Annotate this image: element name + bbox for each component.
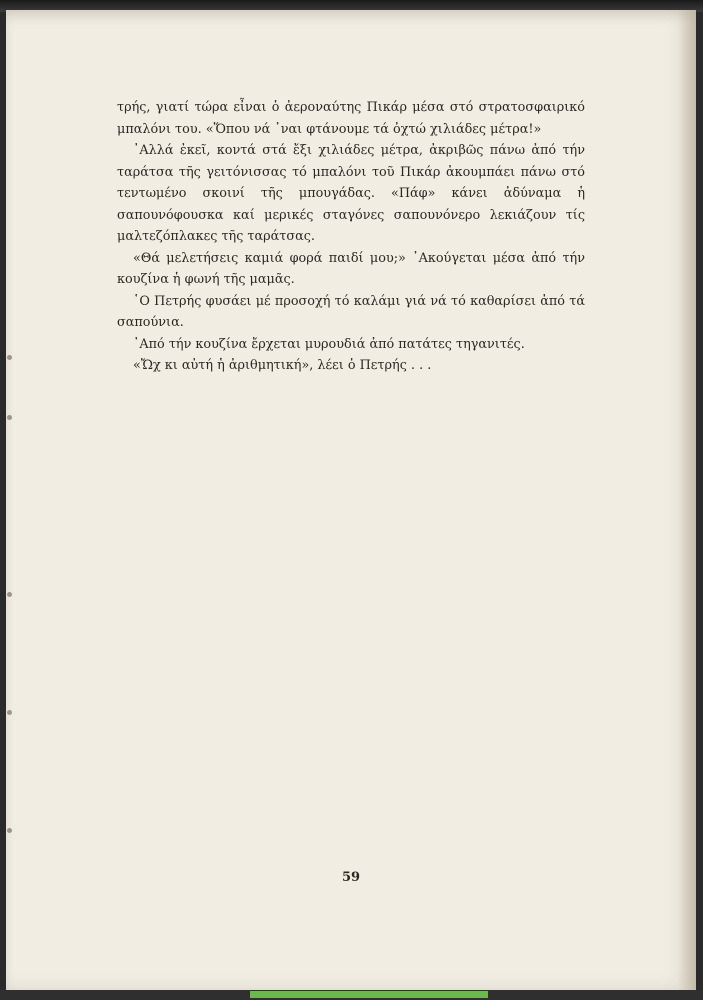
paragraph: «Ὤχ κι αὐτή ἡ ἀριθμητική», λέει ὁ Πετρής . . . (133, 358, 432, 373)
body-text (117, 97, 585, 377)
paragraph: «Θά μελετήσεις καμιά φορά παιδί μου;» ᾽Ακούγεται μέσα ἀπό τήν κουζίνα ἡ φωνή τῆς μαμᾶς. (117, 250, 585, 287)
binding-holes (6, 10, 18, 990)
paragraph: ῾Ο Πετρής φυσάει μέ προσοχή τό καλάμι γιά νά τό καθαρίσει ἀπό τά σαπούνια. (117, 293, 585, 330)
page-fold-shadow (678, 10, 696, 990)
paragraph: ᾽Αλλά ἐκεῖ, κοντά στά ἔξι χιλιάδες μέτρα, ἀκριβῶς πάνω ἀπό τήν ταράτσα τῆς γειτόνισσας τό μπαλόνι τοῦ Πικάρ ἀκουμπάει πάνω στό τεντωμένο σκοινί τῆς μπουγάδας. «Πάφ» κάνει ἀδύναμα ἡ σαπουνόφουσκα καί μερικές σταγόνες σαπουνόνερο λεκιάζουν τίς μαλτεζόπλακες τῆς ταράτσας. (117, 143, 585, 244)
scan-bottom-edge (0, 990, 703, 1000)
page-number: 59 (341, 870, 361, 885)
paragraph: ᾽Από τήν κουζίνα ἔρχεται μυρουδιά ἀπό πατάτες τηγανιτές. (133, 336, 525, 352)
binding-hole (7, 415, 12, 420)
binding-hole (7, 828, 12, 833)
book-page (6, 10, 696, 990)
paragraph: τρής, γιατί τώρα εἶναι ὁ ἀεροναύτης Πικάρ μέσα στό στρατοσφαιρικό μπαλόνι του. «Ὅπου νά ᾽ναι φτάνουμε τά ὀχτώ χιλιάδες μέτρα!» (117, 100, 585, 137)
scan-color-strip (250, 991, 488, 998)
binding-hole (7, 710, 12, 715)
binding-hole (7, 592, 12, 597)
binding-hole (7, 355, 12, 360)
